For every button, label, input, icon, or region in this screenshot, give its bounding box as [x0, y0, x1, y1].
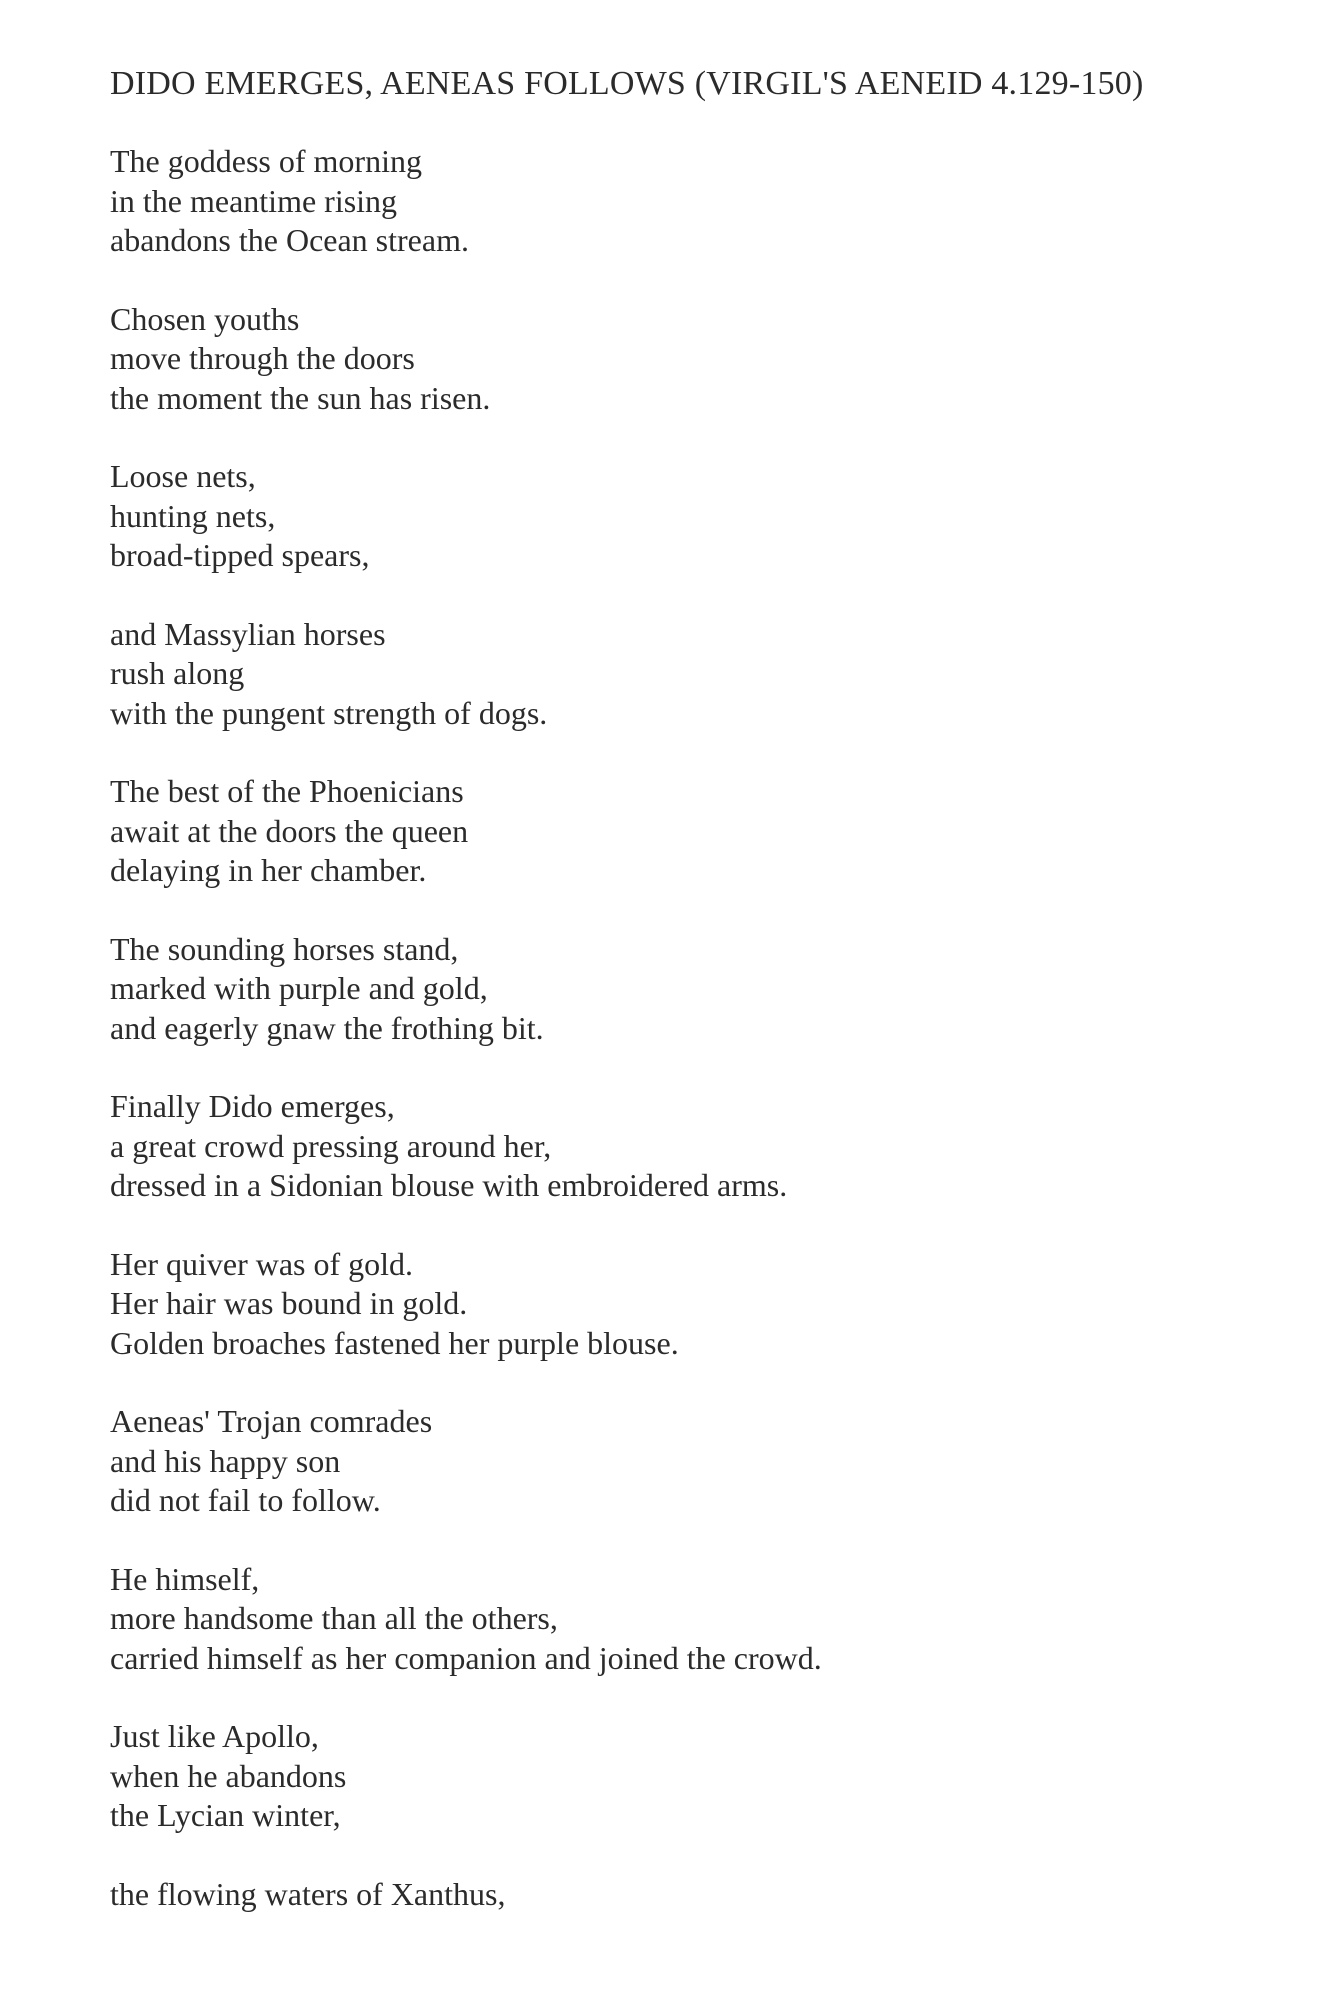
- stanza: [110, 930, 1260, 1049]
- poem-line: broad-tipped spears,: [110, 537, 370, 573]
- poem-line: rush along: [110, 655, 245, 691]
- stanza: [110, 1717, 1260, 1836]
- stanza: [110, 457, 1260, 576]
- stanza: [110, 772, 1260, 891]
- poem-line: carried himself as her companion and joined the crowd.: [110, 1639, 822, 1676]
- poem-line: and Massylian horses: [110, 615, 386, 652]
- stanza: [110, 1402, 1260, 1521]
- poem-line: The sounding horses stand,: [110, 930, 459, 967]
- stanza: [110, 1087, 1260, 1206]
- poem-line: did not fail to follow.: [110, 1482, 381, 1518]
- poem-line: Just like Apollo,: [110, 1718, 319, 1754]
- poem-line: The goddess of morning: [110, 143, 422, 179]
- poem-line: dressed in a Sidonian blouse with embroidered arms.: [110, 1167, 788, 1203]
- poem-line: abandons the Ocean stream.: [110, 222, 469, 258]
- poem-line: more handsome than all the others,: [110, 1600, 558, 1636]
- poem-line: Aeneas' Trojan comrades: [110, 1403, 433, 1439]
- poem-line: await at the doors the queen: [110, 812, 469, 849]
- stanza: [110, 142, 1260, 261]
- poem-line: delaying in her chamber.: [110, 852, 427, 888]
- poem-line: marked with purple and gold,: [110, 970, 488, 1006]
- poem-line: the Lycian winter,: [110, 1797, 341, 1833]
- poem-line: the flowing waters of Xanthus,: [110, 1875, 506, 1912]
- poem-line: with the pungent strength of dogs.: [110, 694, 548, 731]
- poem-line: when he abandons: [110, 1757, 347, 1794]
- poem-line: move through the doors: [110, 340, 415, 376]
- stanza: [110, 615, 1260, 734]
- poem-line: Her quiver was of gold.: [110, 1245, 414, 1282]
- stanza: [110, 300, 1260, 419]
- poem-line: and eagerly gnaw the frothing bit.: [110, 1009, 544, 1046]
- poem-line: a great crowd pressing around her,: [110, 1127, 552, 1164]
- poem-line: hunting nets,: [110, 497, 276, 534]
- poem-line: and his happy son: [110, 1442, 341, 1479]
- poem-line: the moment the sun has risen.: [110, 379, 491, 416]
- stanza: [110, 1245, 1260, 1364]
- stanza: [110, 1875, 1260, 1915]
- poem-line: Chosen youths: [110, 300, 300, 337]
- poem-line: in the meantime rising: [110, 182, 398, 219]
- stanza: [110, 1560, 1260, 1679]
- poem-line: Her hair was bound in gold.: [110, 1285, 468, 1321]
- poem-body: [110, 142, 1260, 1953]
- poem-line: Loose nets,: [110, 458, 256, 494]
- poem-line: The best of the Phoenicians: [110, 773, 464, 809]
- poem-line: He himself,: [110, 1560, 260, 1597]
- poem-line: Finally Dido emerges,: [110, 1088, 395, 1124]
- poem-line: Golden broaches fastened her purple blouse.: [110, 1324, 679, 1361]
- poem-title: DIDO EMERGES, AENEAS FOLLOWS (VIRGIL'S AENEID 4.129-150): [110, 65, 1144, 102]
